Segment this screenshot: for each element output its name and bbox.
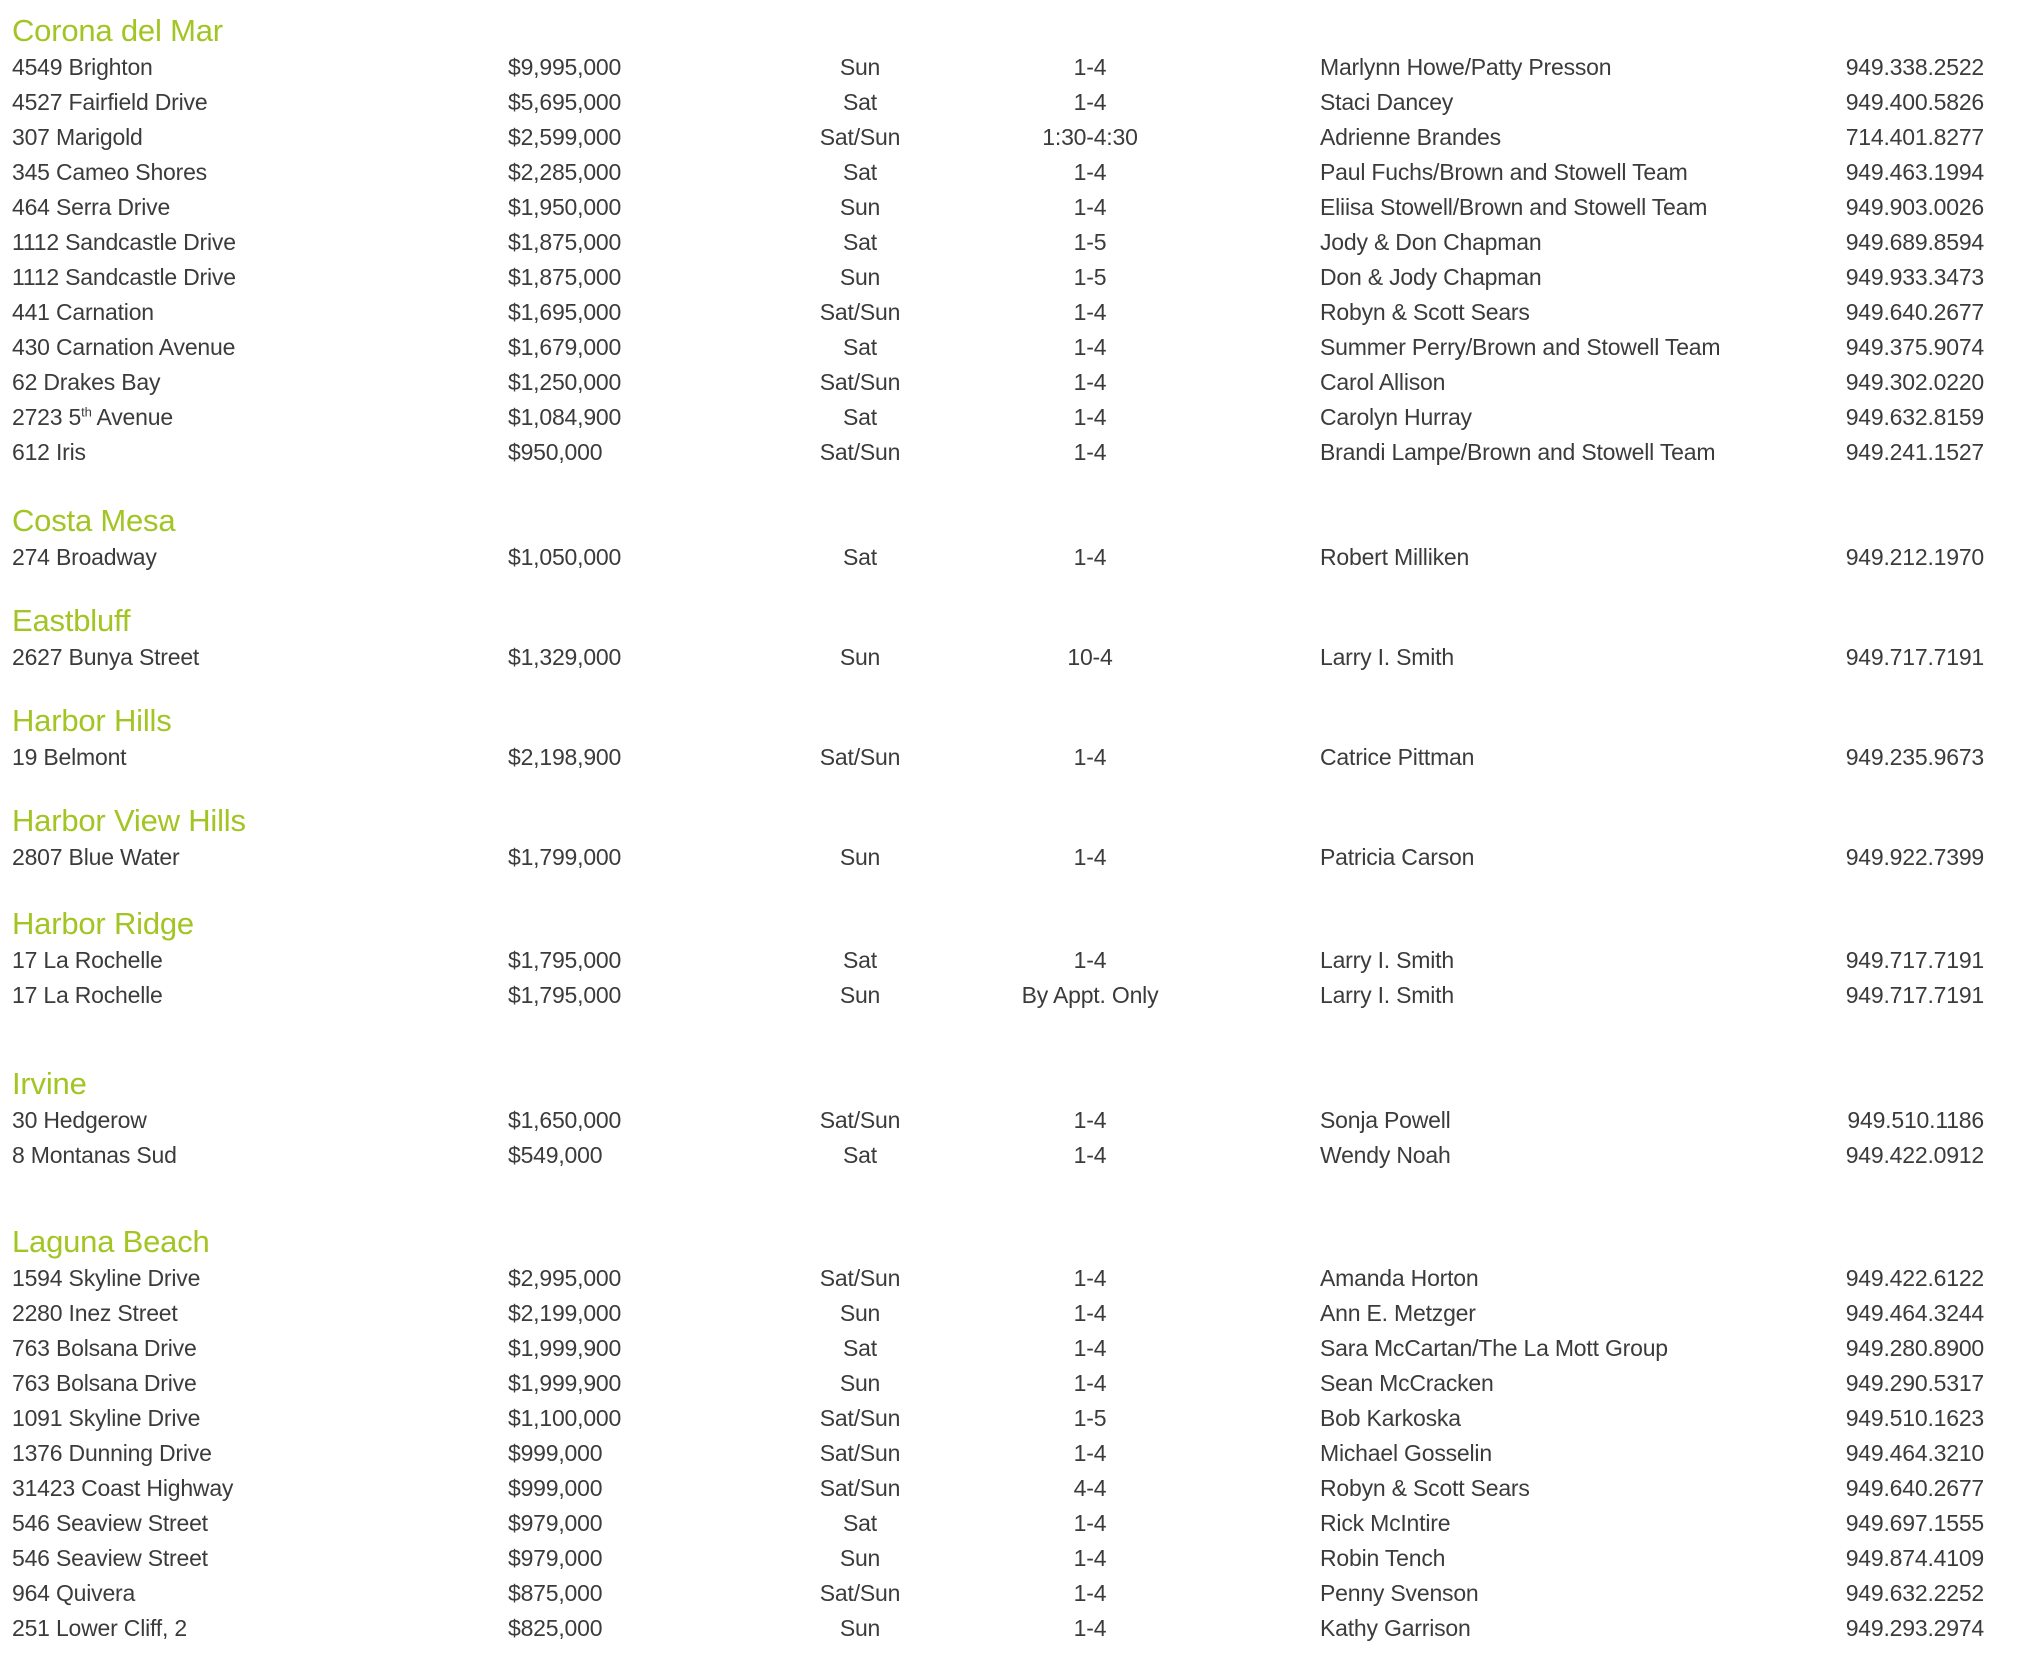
- listing-time: 1-4: [1073, 439, 1107, 465]
- listing-agent: Catrice Pittman: [1320, 744, 1475, 770]
- listing-row: [0, 943, 2020, 978]
- listing-row: [0, 85, 2020, 120]
- listing-agent: Robyn & Scott Sears: [1320, 1475, 1530, 1501]
- listing-price: $1,650,000: [508, 1107, 622, 1133]
- listing-days: Sat: [843, 229, 877, 255]
- ordinal-suffix: th: [81, 404, 92, 420]
- listing-address: 1594 Skyline Drive: [12, 1265, 201, 1291]
- listing-time: 1-5: [1073, 264, 1107, 290]
- listing-phone: 949.903.0026: [1845, 194, 1984, 220]
- listing-phone: 949.510.1623: [1845, 1405, 1984, 1431]
- listing-row: [0, 1506, 2020, 1541]
- listing-time: 1-4: [1073, 1370, 1107, 1396]
- section-heading: Eastbluff: [12, 603, 131, 638]
- listing-time: 1-4: [1073, 194, 1107, 220]
- listing-agent: Paul Fuchs/Brown and Stowell Team: [1320, 159, 1688, 185]
- listing-phone: 949.464.3210: [1845, 1440, 1984, 1466]
- listing-phone: 949.422.0912: [1845, 1142, 1984, 1168]
- listing-address: 8 Montanas Sud: [12, 1142, 177, 1168]
- listing-section: [0, 802, 2020, 875]
- listing-address: 30 Hedgerow: [12, 1107, 147, 1133]
- section-rows: [0, 540, 2020, 575]
- listing-address: 1112 Sandcastle Drive: [12, 264, 236, 290]
- listing-days: Sat/Sun: [819, 1405, 901, 1431]
- listing-price: $979,000: [508, 1510, 603, 1536]
- listing-time: 1-4: [1073, 1142, 1107, 1168]
- listing-phone: 949.464.3244: [1845, 1300, 1984, 1326]
- listing-days: Sun: [839, 194, 881, 220]
- listing-row: [0, 840, 2020, 875]
- listing-phone: 949.302.0220: [1845, 369, 1984, 395]
- listing-days: Sat/Sun: [819, 369, 901, 395]
- listing-phone: 949.375.9074: [1845, 334, 1984, 360]
- listing-time: 1-4: [1073, 947, 1107, 973]
- listing-days: Sat/Sun: [819, 1265, 901, 1291]
- listing-row: [0, 640, 2020, 675]
- listing-row: [0, 190, 2020, 225]
- listing-row: [0, 120, 2020, 155]
- listing-phone: 949.717.7191: [1845, 644, 1984, 670]
- listing-days: Sat/Sun: [819, 1440, 901, 1466]
- listing-address: 19 Belmont: [12, 744, 127, 770]
- listing-row: [0, 155, 2020, 190]
- listing-price: $1,084,900: [508, 404, 622, 430]
- listing-agent: Robin Tench: [1320, 1545, 1446, 1571]
- section-heading: Corona del Mar: [12, 13, 223, 48]
- listing-address: 274 Broadway: [12, 544, 157, 570]
- section-rows: [0, 943, 2020, 1013]
- listing-row: [0, 1138, 2020, 1173]
- listing-days: Sat: [843, 404, 877, 430]
- listing-section: [0, 905, 2020, 1013]
- listing-section: [0, 1223, 2020, 1646]
- listing-days: Sat/Sun: [819, 744, 901, 770]
- listing-address: 31423 Coast Highway: [12, 1475, 234, 1501]
- listing-row: [0, 1261, 2020, 1296]
- listing-address: 612 Iris: [12, 439, 86, 465]
- listing-agent: Patricia Carson: [1320, 844, 1475, 870]
- listing-agent: Marlynn Howe/Patty Presson: [1320, 54, 1612, 80]
- listing-phone: 949.922.7399: [1845, 844, 1984, 870]
- listing-agent: Robert Milliken: [1320, 544, 1470, 570]
- listing-address: 17 La Rochelle: [12, 947, 163, 973]
- listing-days: Sun: [839, 644, 881, 670]
- listing-address: 1091 Skyline Drive: [12, 1405, 201, 1431]
- listing-price: $1,695,000: [508, 299, 622, 325]
- listing-address: 345 Cameo Shores: [12, 159, 207, 185]
- section-heading: Harbor Ridge: [12, 906, 194, 941]
- listing-time: 1-4: [1073, 404, 1107, 430]
- listing-time: 1-4: [1073, 544, 1107, 570]
- listing-agent: Sonja Powell: [1320, 1107, 1451, 1133]
- listing-price: $2,285,000: [508, 159, 622, 185]
- listing-time: 4-4: [1073, 1475, 1107, 1501]
- listing-days: Sat: [843, 89, 877, 115]
- listing-address: 441 Carnation: [12, 299, 154, 325]
- listing-time: By Appt. Only: [1021, 982, 1159, 1008]
- listing-agent: Kathy Garrison: [1320, 1615, 1471, 1641]
- listing-agent: Ann E. Metzger: [1320, 1300, 1476, 1326]
- listing-section: [0, 602, 2020, 675]
- listing-agent: Carolyn Hurray: [1320, 404, 1472, 430]
- listing-time: 1-4: [1073, 89, 1107, 115]
- listing-row: [0, 50, 2020, 85]
- listing-address: 546 Seaview Street: [12, 1545, 208, 1571]
- listing-price: $1,875,000: [508, 229, 622, 255]
- listing-agent: Adrienne Brandes: [1320, 124, 1501, 150]
- section-heading: Costa Mesa: [12, 503, 176, 538]
- listing-phone: 949.632.8159: [1845, 404, 1984, 430]
- listing-price: $1,050,000: [508, 544, 622, 570]
- listing-agent: Eliisa Stowell/Brown and Stowell Team: [1320, 194, 1708, 220]
- listing-days: Sat: [843, 947, 877, 973]
- listing-days: Sun: [839, 1370, 881, 1396]
- listing-agent: Michael Gosselin: [1320, 1440, 1492, 1466]
- listing-phone: 949.640.2677: [1845, 299, 1984, 325]
- listing-address: 763 Bolsana Drive: [12, 1335, 197, 1361]
- listing-agent: Staci Dancey: [1320, 89, 1454, 115]
- listing-phone: 949.632.2252: [1845, 1580, 1984, 1606]
- listing-row: [0, 260, 2020, 295]
- listing-price: $1,999,900: [508, 1335, 622, 1361]
- listing-row: [0, 1436, 2020, 1471]
- listing-agent: Wendy Noah: [1320, 1142, 1451, 1168]
- listing-agent: Bob Karkoska: [1320, 1405, 1461, 1431]
- listing-price: $2,599,000: [508, 124, 622, 150]
- listing-agent: Larry I. Smith: [1320, 947, 1454, 973]
- listing-days: Sun: [839, 1615, 881, 1641]
- listing-time: 1-4: [1073, 1265, 1107, 1291]
- listing-phone: 949.717.7191: [1845, 982, 1984, 1008]
- section-heading: Harbor View Hills: [12, 803, 246, 838]
- listing-time: 1-5: [1073, 229, 1107, 255]
- listing-agent: Sean McCracken: [1320, 1370, 1494, 1396]
- listing-address: 763 Bolsana Drive: [12, 1370, 197, 1396]
- listing-days: Sat/Sun: [819, 124, 901, 150]
- listing-agent: Jody & Don Chapman: [1320, 229, 1542, 255]
- listing-time: 1-4: [1073, 369, 1107, 395]
- listing-phone: 949.510.1186: [1847, 1107, 1984, 1133]
- listing-row: [0, 1103, 2020, 1138]
- listing-price: $1,679,000: [508, 334, 622, 360]
- listing-price: $875,000: [508, 1580, 603, 1606]
- listing-row: [0, 225, 2020, 260]
- listing-address: 2627 Bunya Street: [12, 644, 200, 670]
- listing-agent: Penny Svenson: [1320, 1580, 1479, 1606]
- listing-address: 964 Quivera: [12, 1580, 136, 1606]
- listing-phone: 949.338.2522: [1845, 54, 1984, 80]
- listing-days: Sun: [839, 844, 881, 870]
- listing-price: $979,000: [508, 1545, 603, 1571]
- listing-time: 1-4: [1073, 1615, 1107, 1641]
- listing-row: [0, 1401, 2020, 1436]
- listing-row: [0, 1576, 2020, 1611]
- section-heading: Harbor Hills: [12, 703, 172, 738]
- listing-price: $999,000: [508, 1475, 603, 1501]
- listing-agent: Amanda Horton: [1320, 1265, 1479, 1291]
- listing-phone: 949.463.1994: [1845, 159, 1984, 185]
- listing-row: [0, 740, 2020, 775]
- section-rows: [0, 50, 2020, 470]
- listing-address: 62 Drakes Bay: [12, 369, 161, 395]
- listing-time: 1-4: [1073, 1545, 1107, 1571]
- listing-row: [0, 1296, 2020, 1331]
- listing-time: 1-4: [1073, 334, 1107, 360]
- listing-days: Sat/Sun: [819, 1580, 901, 1606]
- listing-price: $999,000: [508, 1440, 603, 1466]
- section-rows: [0, 740, 2020, 775]
- section-heading: Irvine: [12, 1066, 87, 1101]
- listing-price: $1,799,000: [508, 844, 622, 870]
- listing-days: Sat: [843, 334, 877, 360]
- listing-phone: 949.689.8594: [1845, 229, 1984, 255]
- listing-price: $2,198,900: [508, 744, 622, 770]
- section-rows: [0, 1103, 2020, 1173]
- listing-agent: Larry I. Smith: [1320, 644, 1454, 670]
- listing-days: Sat: [843, 1335, 877, 1361]
- section-rows: [0, 640, 2020, 675]
- listing-time: 10-4: [1067, 644, 1113, 670]
- listing-days: Sat/Sun: [819, 1475, 901, 1501]
- listing-price: $1,100,000: [508, 1405, 622, 1431]
- listing-price: $950,000: [508, 439, 603, 465]
- listing-address: 2807 Blue Water: [12, 844, 180, 870]
- listing-address: 307 Marigold: [12, 124, 143, 150]
- listing-price: $2,199,000: [508, 1300, 622, 1326]
- listing-days: Sat/Sun: [819, 439, 901, 465]
- listing-days: Sun: [839, 1545, 881, 1571]
- listing-days: Sat/Sun: [819, 1107, 901, 1133]
- listing-time: 1-4: [1073, 1107, 1107, 1133]
- listing-agent: Brandi Lampe/Brown and Stowell Team: [1320, 439, 1716, 465]
- listing-price: $1,795,000: [508, 947, 622, 973]
- listing-row: [0, 1331, 2020, 1366]
- listing-time: 1-4: [1073, 159, 1107, 185]
- listing-agent: Carol Allison: [1320, 369, 1446, 395]
- listing-address: 251 Lower Cliff, 2: [12, 1615, 187, 1641]
- listing-time: 1-4: [1073, 1335, 1107, 1361]
- listing-time: 1-4: [1073, 1580, 1107, 1606]
- listing-price: $1,250,000: [508, 369, 622, 395]
- listing-days: Sun: [839, 1300, 881, 1326]
- listing-agent: Don & Jody Chapman: [1320, 264, 1542, 290]
- listing-days: Sat/Sun: [819, 299, 901, 325]
- listing-address: 4527 Fairfield Drive: [12, 89, 208, 115]
- listing-address: 1112 Sandcastle Drive: [12, 229, 236, 255]
- listing-days: Sat: [843, 159, 877, 185]
- listing-section: [0, 702, 2020, 775]
- listing-phone: 949.290.5317: [1845, 1370, 1984, 1396]
- listing-phone: 949.235.9673: [1845, 744, 1984, 770]
- listing-price: $1,329,000: [508, 644, 622, 670]
- listing-time: 1:30-4:30: [1042, 124, 1138, 150]
- listing-time: 1-4: [1073, 1440, 1107, 1466]
- section-rows: [0, 1261, 2020, 1646]
- listing-address: 17 La Rochelle: [12, 982, 163, 1008]
- listing-days: Sat: [843, 1510, 877, 1536]
- listing-days: Sun: [839, 982, 881, 1008]
- listing-address: 2723 5th Avenue: [12, 404, 173, 430]
- listing-phone: 949.717.7191: [1845, 947, 1984, 973]
- listing-price: $2,995,000: [508, 1265, 622, 1291]
- listing-row: [0, 1471, 2020, 1506]
- listing-time: 1-4: [1073, 1510, 1107, 1536]
- listing-time: 1-5: [1073, 1405, 1107, 1431]
- listing-price: $1,875,000: [508, 264, 622, 290]
- listing-phone: 949.874.4109: [1845, 1545, 1984, 1571]
- listing-row: [0, 435, 2020, 470]
- listing-agent: Summer Perry/Brown and Stowell Team: [1320, 334, 1721, 360]
- listing-phone: 949.212.1970: [1845, 544, 1984, 570]
- listing-days: Sun: [839, 264, 881, 290]
- listing-section: [0, 1065, 2020, 1173]
- listing-phone: 949.293.2974: [1845, 1615, 1984, 1641]
- listing-row: [0, 295, 2020, 330]
- listing-row: [0, 365, 2020, 400]
- listing-price: $5,695,000: [508, 89, 622, 115]
- listing-price: $1,950,000: [508, 194, 622, 220]
- section-heading: Laguna Beach: [12, 1224, 210, 1259]
- listing-price: $1,795,000: [508, 982, 622, 1008]
- listing-days: Sun: [839, 54, 881, 80]
- listing-price: $825,000: [508, 1615, 603, 1641]
- listing-phone: 949.697.1555: [1845, 1510, 1984, 1536]
- listing-row: [0, 1366, 2020, 1401]
- listing-time: 1-4: [1073, 299, 1107, 325]
- listing-row: [0, 330, 2020, 365]
- listing-phone: 949.241.1527: [1845, 439, 1984, 465]
- listing-agent: Larry I. Smith: [1320, 982, 1454, 1008]
- listing-section: [0, 12, 2020, 470]
- listing-phone: 949.422.6122: [1845, 1265, 1984, 1291]
- listing-time: 1-4: [1073, 844, 1107, 870]
- listing-address: 1376 Dunning Drive: [12, 1440, 212, 1466]
- listing-agent: Robyn & Scott Sears: [1320, 299, 1530, 325]
- listing-price: $1,999,900: [508, 1370, 622, 1396]
- listing-days: Sat: [843, 1142, 877, 1168]
- listing-address: 4549 Brighton: [12, 54, 153, 80]
- listing-price: $549,000: [508, 1142, 603, 1168]
- listing-phone: 714.401.8277: [1845, 124, 1984, 150]
- listing-address: 2280 Inez Street: [12, 1300, 178, 1326]
- listing-time: 1-4: [1073, 1300, 1107, 1326]
- listing-section: [0, 502, 2020, 575]
- listing-agent: Sara McCartan/The La Mott Group: [1320, 1335, 1668, 1361]
- listing-phone: 949.933.3473: [1845, 264, 1984, 290]
- listing-phone: 949.400.5826: [1845, 89, 1984, 115]
- listing-time: 1-4: [1073, 744, 1107, 770]
- listing-address: 430 Carnation Avenue: [12, 334, 236, 360]
- listing-row: [0, 540, 2020, 575]
- listing-phone: 949.280.8900: [1845, 1335, 1984, 1361]
- listing-address: 546 Seaview Street: [12, 1510, 208, 1536]
- listing-row: [0, 400, 2020, 435]
- section-rows: [0, 840, 2020, 875]
- listing-row: [0, 1611, 2020, 1646]
- listing-phone: 949.640.2677: [1845, 1475, 1984, 1501]
- listing-row: [0, 1541, 2020, 1576]
- listing-price: $9,995,000: [508, 54, 622, 80]
- listing-row: [0, 978, 2020, 1013]
- listing-time: 1-4: [1073, 54, 1107, 80]
- listings: [0, 12, 2020, 1646]
- listing-address: 464 Serra Drive: [12, 194, 171, 220]
- listing-agent: Rick McIntire: [1320, 1510, 1451, 1536]
- listing-days: Sat: [843, 544, 877, 570]
